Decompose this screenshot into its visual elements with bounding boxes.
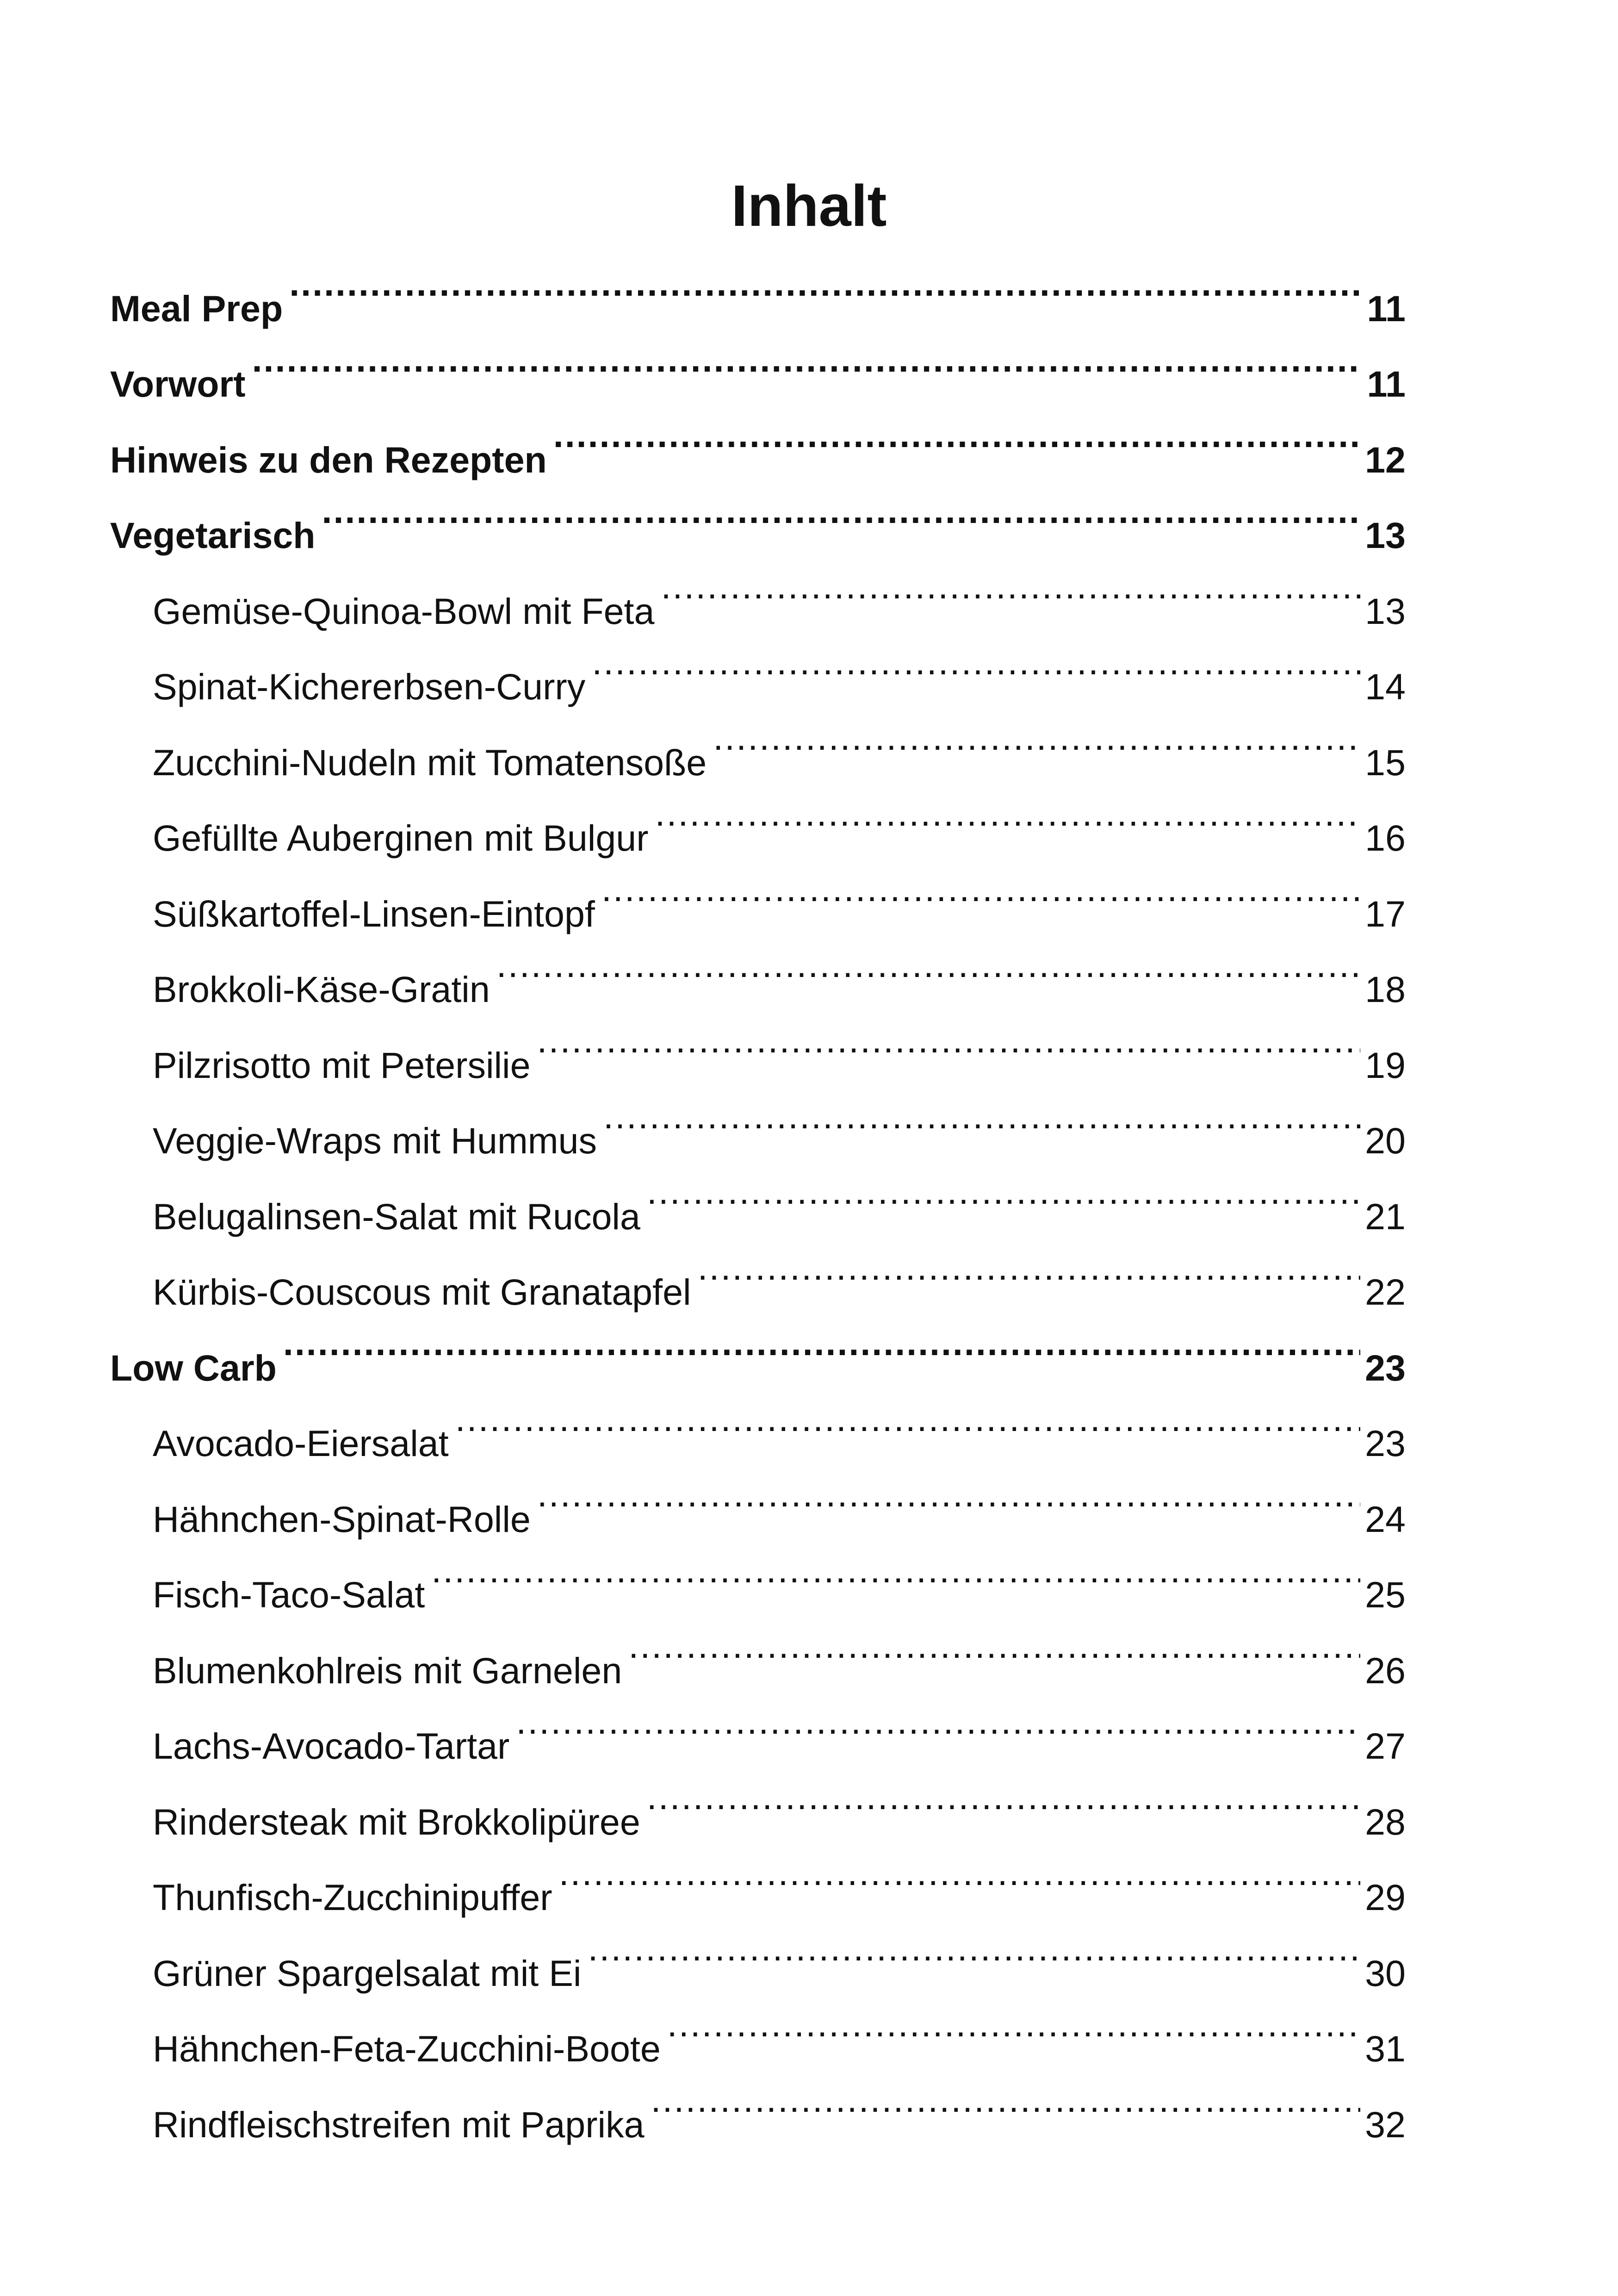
toc-entry-page-number: 20 [1365, 1120, 1406, 1161]
toc-entry-label: Vorwort [110, 363, 246, 404]
dot-leader [537, 1002, 1361, 1078]
toc-entry-page-number: 24 [1365, 1498, 1406, 1540]
toc-entry-label: Blumenkohlreis mit Garnelen [153, 1649, 622, 1691]
toc-entry-label: Hähnchen-Feta-Zucchini-Boote [153, 2028, 661, 2069]
toc-entry-label: Hähnchen-Spinat-Rolle [153, 1498, 531, 1540]
toc-entry-label: Hinweis zu den Rezepten [110, 439, 547, 480]
dot-leader [647, 1153, 1360, 1229]
toc-entry-page-number: 29 [1365, 1877, 1406, 1918]
toc-entry-page-number: 26 [1365, 1649, 1406, 1691]
toc-entry-label: Vegetarisch [110, 515, 316, 556]
dot-leader [252, 321, 1363, 397]
toc-entry-page-number: 32 [1365, 2103, 1406, 2145]
toc-entry-page-number: 18 [1365, 969, 1406, 1010]
dot-leader [283, 1305, 1360, 1381]
dot-leader [496, 927, 1360, 1002]
toc-entry-label: Low Carb [110, 1347, 277, 1388]
toc-entry-page-number: 13 [1365, 590, 1406, 632]
toc-entry-label: Veggie-Wraps mit Hummus [153, 1120, 597, 1161]
toc-entry-label: Lachs-Avocado-Tartar [153, 1725, 510, 1767]
toc-entry-page-number: 12 [1365, 439, 1406, 480]
toc-entry-page-number: 15 [1365, 741, 1406, 783]
toc-entry-page-number: 28 [1365, 1801, 1406, 1842]
toc-entry-label: Süßkartoffel-Linsen-Eintopf [153, 893, 595, 934]
table-of-contents [110, 245, 1406, 2145]
toc-entry-page-number: 11 [1367, 287, 1406, 329]
toc-entry-label: Thunfisch-Zucchinipuffer [153, 1877, 552, 1918]
toc-entry-label: Spinat-Kichererbsen-Curry [153, 666, 586, 707]
dot-leader [603, 1078, 1360, 1154]
toc-entry-label: Rindersteak mit Brokkolipüree [153, 1801, 640, 1842]
toc-entry-page-number: 22 [1365, 1271, 1406, 1313]
toc-entry-page-number: 14 [1365, 666, 1406, 707]
dot-leader [698, 1229, 1361, 1305]
toc-entry-label: Gefüllte Auberginen mit Bulgur [153, 817, 649, 859]
toc-entry-label: Avocado-Eiersalat [153, 1423, 449, 1464]
dot-leader [647, 1759, 1360, 1835]
toc-entry-label: Gemüse-Quinoa-Bowl mit Feta [153, 590, 655, 632]
toc-subsection-entry[interactable] [110, 1381, 1406, 1464]
toc-entry-label: Zucchini-Nudeln mit Tomatensoße [153, 741, 707, 783]
toc-section-entry[interactable] [110, 321, 1406, 404]
toc-entry-page-number: 21 [1365, 1195, 1406, 1237]
toc-entry-page-number: 23 [1365, 1347, 1406, 1388]
toc-entry-label: Meal Prep [110, 287, 283, 329]
toc-entry-page-number: 17 [1365, 893, 1406, 934]
toc-entry-page-number: 31 [1365, 2028, 1406, 2069]
toc-section-entry[interactable] [110, 1305, 1406, 1388]
dot-leader [655, 775, 1361, 851]
page-title: Inhalt [731, 173, 887, 238]
toc-entry-page-number: 23 [1365, 1423, 1406, 1464]
dot-leader [661, 548, 1360, 624]
dot-leader [516, 1683, 1360, 1759]
dot-leader [651, 2061, 1361, 2137]
toc-entry-label: Rindfleischstreifen mit Paprika [153, 2103, 645, 2145]
toc-entry-label: Fisch-Taco-Salat [153, 1574, 425, 1615]
dot-leader [537, 1456, 1360, 1532]
toc-entry-page-number: 19 [1365, 1044, 1406, 1086]
toc-entry-label: Grüner Spargelsalat mit Ei [153, 1952, 582, 1994]
toc-entry-label: Kürbis-Couscous mit Granatapfel [153, 1271, 691, 1313]
toc-entry-label: Pilzrisotto mit Petersilie [153, 1044, 531, 1086]
dot-leader [588, 1910, 1360, 1986]
toc-section-entry[interactable] [110, 245, 1406, 329]
dot-leader [431, 1532, 1360, 1608]
dot-leader [667, 1986, 1360, 2062]
dot-leader [713, 699, 1360, 775]
toc-entry-page-number: 16 [1365, 817, 1406, 859]
toc-entry-label: Belugalinsen-Salat mit Rucola [153, 1195, 640, 1237]
toc-section-entry[interactable] [110, 397, 1406, 480]
dot-leader [553, 397, 1360, 473]
toc-entry-page-number: 13 [1365, 515, 1406, 556]
dot-leader [289, 245, 1362, 321]
dot-leader [592, 624, 1360, 700]
dot-leader [455, 1381, 1360, 1456]
toc-entry-page-number: 27 [1365, 1725, 1406, 1767]
toc-entry-page-number: 11 [1367, 363, 1406, 404]
dot-leader [628, 1607, 1360, 1683]
dot-leader [322, 473, 1361, 548]
dot-leader [601, 851, 1360, 927]
toc-entry-page-number: 25 [1365, 1574, 1406, 1615]
toc-entry-label: Brokkoli-Käse-Gratin [153, 969, 490, 1010]
dot-leader [559, 1835, 1361, 1910]
toc-entry-page-number: 30 [1365, 1952, 1406, 1994]
